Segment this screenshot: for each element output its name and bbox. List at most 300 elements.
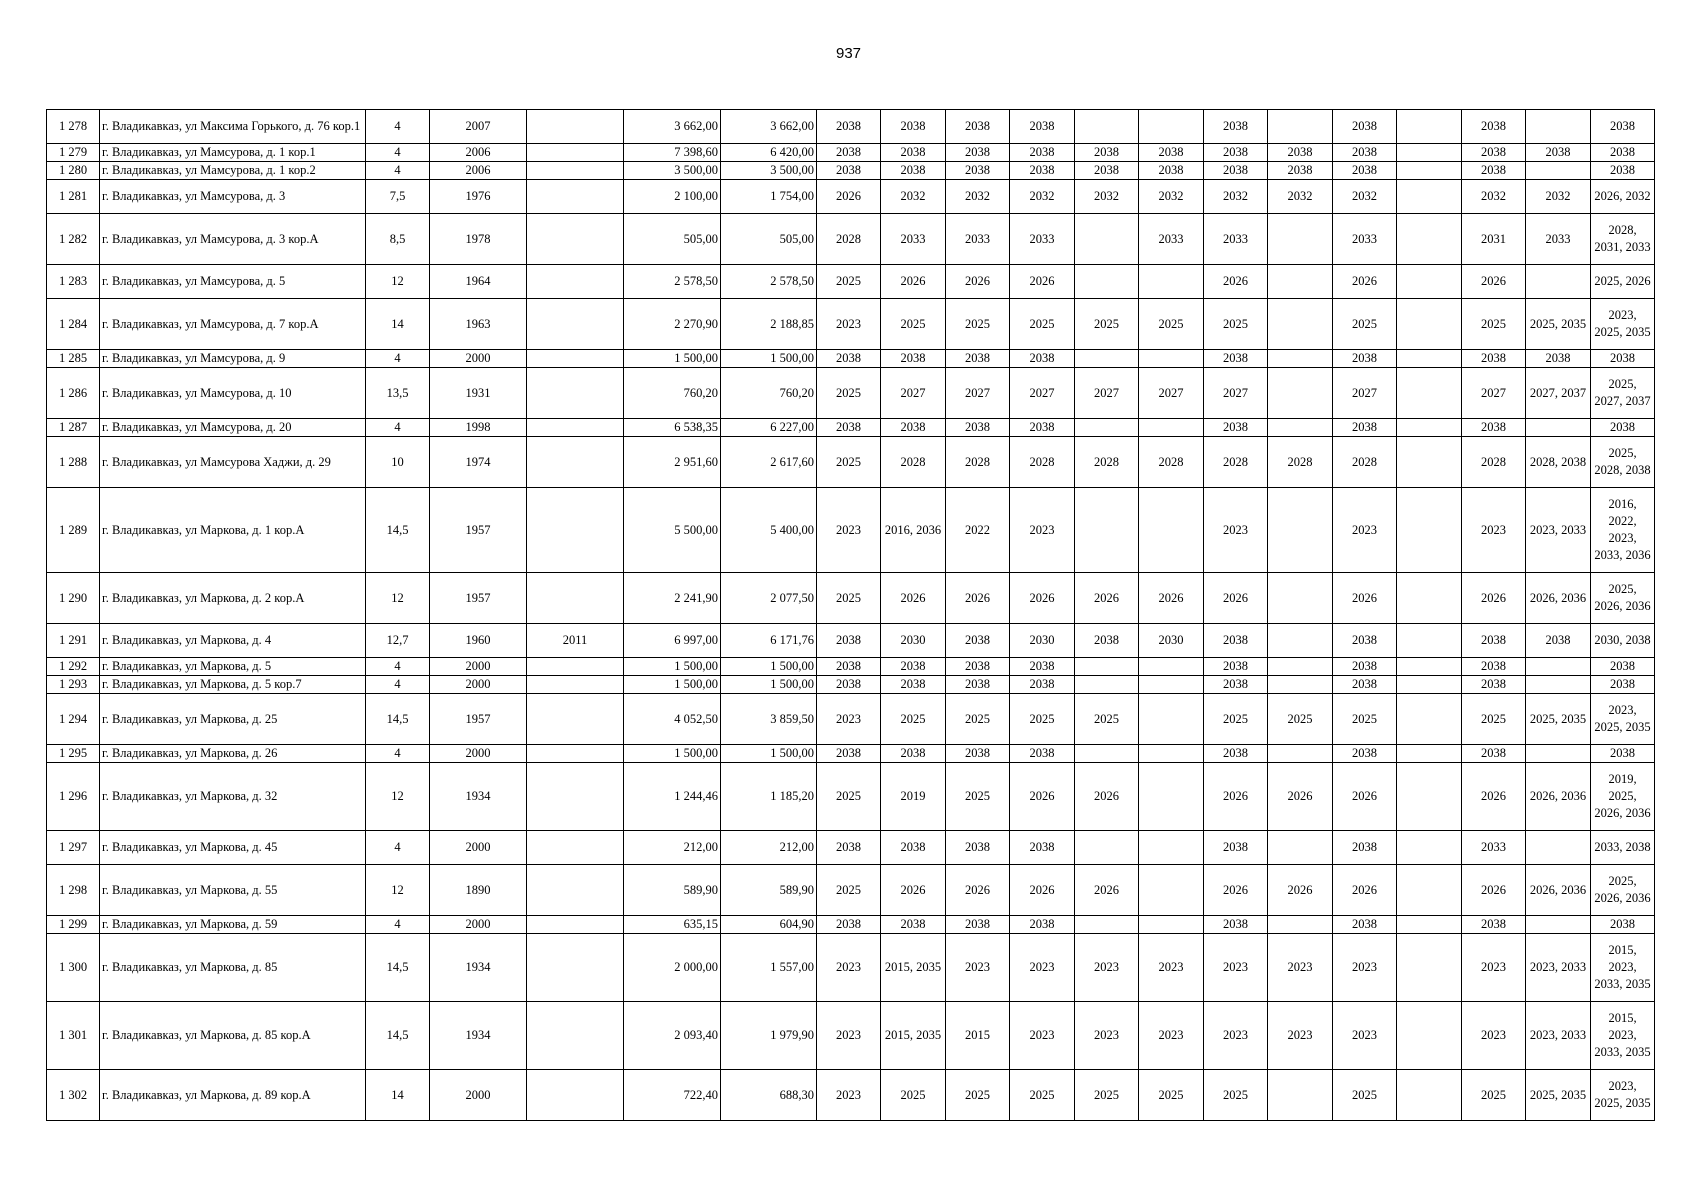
- cell-work-year-13: 2023, 2025, 2035: [1591, 694, 1655, 745]
- cell-work-year-4: 2038: [1010, 110, 1075, 144]
- cell-work-year-4: 2030: [1010, 624, 1075, 658]
- cell-work-year-10: [1397, 180, 1462, 214]
- cell-work-year-12: [1526, 745, 1591, 763]
- cell-work-year-12: 2025, 2035: [1526, 694, 1591, 745]
- cell-work-year-5: [1075, 265, 1139, 299]
- cell-work-year-8: [1268, 624, 1333, 658]
- cell-work-year-9: 2038: [1333, 419, 1397, 437]
- cell-work-year-11: 2038: [1462, 916, 1526, 934]
- cell-living-area: 1 500,00: [721, 350, 817, 368]
- cell-work-year-10: [1397, 573, 1462, 624]
- cell-work-year-13: 2023, 2025, 2035: [1591, 1070, 1655, 1121]
- table-row: [47, 1070, 1655, 1121]
- cell-work-year-12: 2023, 2033: [1526, 488, 1591, 573]
- cell-work-year-9: 2025: [1333, 1070, 1397, 1121]
- cell-year-built: 1934: [430, 934, 527, 1002]
- cell-work-year-7: 2028: [1204, 437, 1268, 488]
- cell-work-year-3: 2025: [946, 299, 1010, 350]
- cell-work-year-11: 2023: [1462, 1002, 1526, 1070]
- cell-work-year-5: [1075, 350, 1139, 368]
- cell-work-year-3: 2025: [946, 694, 1010, 745]
- cell-living-area: 1 500,00: [721, 676, 817, 694]
- cell-work-year-11: 2038: [1462, 162, 1526, 180]
- cell-row-number: 1 299: [47, 916, 100, 934]
- cell-work-year-13: 2016, 2022, 2023, 2033, 2036: [1591, 488, 1655, 573]
- cell-work-year-3: 2038: [946, 676, 1010, 694]
- cell-row-number: 1 285: [47, 350, 100, 368]
- cell-work-year-12: [1526, 916, 1591, 934]
- cell-year-reconstruction: [527, 162, 624, 180]
- cell-year-reconstruction: [527, 1070, 624, 1121]
- cell-work-year-3: 2022: [946, 488, 1010, 573]
- table-row: [47, 265, 1655, 299]
- cell-work-year-11: 2026: [1462, 265, 1526, 299]
- cell-work-year-10: [1397, 437, 1462, 488]
- cell-year-built: 1957: [430, 488, 527, 573]
- cell-address: г. Владикавказ, ул Маркова, д. 26: [100, 745, 366, 763]
- cell-work-year-7: 2023: [1204, 1002, 1268, 1070]
- cell-floors: 4: [366, 144, 430, 162]
- cell-living-area: 6 227,00: [721, 419, 817, 437]
- cell-work-year-5: 2038: [1075, 624, 1139, 658]
- cell-total-area: 2 270,90: [624, 299, 721, 350]
- cell-work-year-3: 2038: [946, 658, 1010, 676]
- cell-work-year-12: 2032: [1526, 180, 1591, 214]
- cell-work-year-10: [1397, 368, 1462, 419]
- cell-work-year-9: 2026: [1333, 865, 1397, 916]
- table-row: [47, 694, 1655, 745]
- cell-work-year-3: 2015: [946, 1002, 1010, 1070]
- cell-work-year-11: 2038: [1462, 350, 1526, 368]
- cell-work-year-2: 2026: [881, 573, 946, 624]
- cell-work-year-5: [1075, 658, 1139, 676]
- cell-year-reconstruction: [527, 658, 624, 676]
- cell-year-reconstruction: [527, 299, 624, 350]
- cell-address: г. Владикавказ, ул Мамсурова, д. 9: [100, 350, 366, 368]
- cell-floors: 4: [366, 916, 430, 934]
- cell-address: г. Владикавказ, ул Маркова, д. 25: [100, 694, 366, 745]
- cell-work-year-1: 2038: [817, 350, 881, 368]
- cell-work-year-10: [1397, 488, 1462, 573]
- cell-year-reconstruction: [527, 763, 624, 831]
- cell-work-year-8: [1268, 745, 1333, 763]
- cell-work-year-12: 2026, 2036: [1526, 763, 1591, 831]
- cell-year-reconstruction: 2011: [527, 624, 624, 658]
- cell-year-built: 2000: [430, 745, 527, 763]
- cell-work-year-2: 2025: [881, 694, 946, 745]
- cell-year-built: 1978: [430, 214, 527, 265]
- cell-work-year-9: 2038: [1333, 676, 1397, 694]
- cell-floors: 8,5: [366, 214, 430, 265]
- cell-living-area: 3 662,00: [721, 110, 817, 144]
- cell-work-year-12: 2038: [1526, 144, 1591, 162]
- cell-year-reconstruction: [527, 368, 624, 419]
- cell-work-year-12: [1526, 162, 1591, 180]
- cell-address: г. Владикавказ, ул Мамсурова, д. 20: [100, 419, 366, 437]
- cell-floors: 12: [366, 573, 430, 624]
- cell-work-year-10: [1397, 763, 1462, 831]
- cell-work-year-6: 2038: [1139, 162, 1204, 180]
- cell-work-year-4: 2023: [1010, 1002, 1075, 1070]
- table-row: [47, 658, 1655, 676]
- cell-row-number: 1 280: [47, 162, 100, 180]
- cell-work-year-7: 2038: [1204, 745, 1268, 763]
- cell-year-built: 1976: [430, 180, 527, 214]
- cell-floors: 12: [366, 763, 430, 831]
- cell-work-year-6: [1139, 694, 1204, 745]
- cell-work-year-4: 2038: [1010, 916, 1075, 934]
- cell-year-reconstruction: [527, 865, 624, 916]
- cell-year-built: 2000: [430, 350, 527, 368]
- cell-total-area: 6 997,00: [624, 624, 721, 658]
- cell-work-year-5: 2023: [1075, 1002, 1139, 1070]
- cell-row-number: 1 300: [47, 934, 100, 1002]
- cell-work-year-6: 2026: [1139, 573, 1204, 624]
- cell-work-year-4: 2038: [1010, 144, 1075, 162]
- cell-work-year-8: 2038: [1268, 144, 1333, 162]
- cell-work-year-11: 2031: [1462, 214, 1526, 265]
- cell-work-year-13: 2038: [1591, 162, 1655, 180]
- cell-work-year-9: 2038: [1333, 110, 1397, 144]
- cell-work-year-4: 2038: [1010, 162, 1075, 180]
- cell-work-year-5: [1075, 419, 1139, 437]
- cell-work-year-3: 2026: [946, 265, 1010, 299]
- cell-total-area: 2 241,90: [624, 573, 721, 624]
- cell-year-reconstruction: [527, 488, 624, 573]
- cell-floors: 4: [366, 110, 430, 144]
- cell-work-year-6: 2038: [1139, 144, 1204, 162]
- cell-work-year-5: 2032: [1075, 180, 1139, 214]
- cell-work-year-4: 2038: [1010, 676, 1075, 694]
- cell-work-year-1: 2038: [817, 658, 881, 676]
- cell-work-year-6: [1139, 350, 1204, 368]
- cell-work-year-5: 2027: [1075, 368, 1139, 419]
- cell-work-year-6: 2027: [1139, 368, 1204, 419]
- cell-work-year-13: 2025, 2028, 2038: [1591, 437, 1655, 488]
- cell-living-area: 212,00: [721, 831, 817, 865]
- cell-work-year-4: 2038: [1010, 419, 1075, 437]
- cell-work-year-7: 2038: [1204, 419, 1268, 437]
- cell-living-area: 1 979,90: [721, 1002, 817, 1070]
- cell-work-year-4: 2038: [1010, 658, 1075, 676]
- cell-living-area: 688,30: [721, 1070, 817, 1121]
- cell-work-year-13: 2038: [1591, 745, 1655, 763]
- cell-work-year-5: 2025: [1075, 694, 1139, 745]
- cell-work-year-4: 2025: [1010, 1070, 1075, 1121]
- cell-work-year-1: 2025: [817, 865, 881, 916]
- cell-work-year-7: 2032: [1204, 180, 1268, 214]
- cell-address: г. Владикавказ, ул Маркова, д. 5: [100, 658, 366, 676]
- table-row: [47, 214, 1655, 265]
- cell-row-number: 1 291: [47, 624, 100, 658]
- cell-address: г. Владикавказ, ул Маркова, д. 2 кор.А: [100, 573, 366, 624]
- cell-year-reconstruction: [527, 1002, 624, 1070]
- cell-work-year-9: 2026: [1333, 763, 1397, 831]
- cell-work-year-8: [1268, 916, 1333, 934]
- cell-work-year-2: 2026: [881, 865, 946, 916]
- cell-work-year-12: [1526, 419, 1591, 437]
- table-row: [47, 831, 1655, 865]
- cell-work-year-4: 2033: [1010, 214, 1075, 265]
- cell-work-year-4: 2026: [1010, 865, 1075, 916]
- cell-row-number: 1 283: [47, 265, 100, 299]
- cell-work-year-1: 2025: [817, 573, 881, 624]
- cell-work-year-5: [1075, 916, 1139, 934]
- cell-living-area: 760,20: [721, 368, 817, 419]
- cell-work-year-11: 2038: [1462, 144, 1526, 162]
- cell-work-year-13: 2028, 2031, 2033: [1591, 214, 1655, 265]
- cell-floors: 4: [366, 162, 430, 180]
- cell-work-year-9: 2023: [1333, 488, 1397, 573]
- cell-year-built: 2006: [430, 144, 527, 162]
- cell-year-built: 1931: [430, 368, 527, 419]
- cell-work-year-9: 2032: [1333, 180, 1397, 214]
- cell-work-year-10: [1397, 934, 1462, 1002]
- cell-floors: 14,5: [366, 694, 430, 745]
- cell-work-year-7: 2025: [1204, 299, 1268, 350]
- cell-year-reconstruction: [527, 144, 624, 162]
- cell-year-reconstruction: [527, 676, 624, 694]
- cell-work-year-7: 2038: [1204, 162, 1268, 180]
- table-row: [47, 916, 1655, 934]
- cell-work-year-13: 2025, 2027, 2037: [1591, 368, 1655, 419]
- cell-floors: 12: [366, 865, 430, 916]
- cell-year-reconstruction: [527, 350, 624, 368]
- cell-year-built: 1890: [430, 865, 527, 916]
- cell-work-year-12: 2023, 2033: [1526, 1002, 1591, 1070]
- table-row: [47, 676, 1655, 694]
- cell-total-area: 2 951,60: [624, 437, 721, 488]
- table-row: [47, 437, 1655, 488]
- cell-work-year-8: [1268, 214, 1333, 265]
- cell-work-year-11: 2028: [1462, 437, 1526, 488]
- cell-work-year-12: [1526, 658, 1591, 676]
- cell-work-year-2: 2038: [881, 144, 946, 162]
- cell-work-year-7: 2026: [1204, 763, 1268, 831]
- cell-work-year-9: 2026: [1333, 573, 1397, 624]
- cell-floors: 14: [366, 1070, 430, 1121]
- cell-work-year-13: 2025, 2026, 2036: [1591, 573, 1655, 624]
- table-row: [47, 368, 1655, 419]
- cell-total-area: 5 500,00: [624, 488, 721, 573]
- cell-living-area: 1 500,00: [721, 658, 817, 676]
- cell-work-year-1: 2038: [817, 419, 881, 437]
- cell-work-year-3: 2025: [946, 1070, 1010, 1121]
- table-row: [47, 144, 1655, 162]
- housing-registry-table: [46, 109, 1655, 1121]
- cell-work-year-4: 2026: [1010, 573, 1075, 624]
- cell-address: г. Владикавказ, ул Маркова, д. 85: [100, 934, 366, 1002]
- cell-year-built: 2000: [430, 1070, 527, 1121]
- cell-work-year-6: [1139, 419, 1204, 437]
- cell-row-number: 1 301: [47, 1002, 100, 1070]
- cell-work-year-10: [1397, 350, 1462, 368]
- cell-address: г. Владикавказ, ул Мамсурова, д. 3 кор.А: [100, 214, 366, 265]
- cell-living-area: 589,90: [721, 865, 817, 916]
- cell-work-year-2: 2038: [881, 658, 946, 676]
- cell-work-year-5: [1075, 676, 1139, 694]
- cell-work-year-9: 2038: [1333, 624, 1397, 658]
- cell-work-year-10: [1397, 110, 1462, 144]
- cell-work-year-8: 2028: [1268, 437, 1333, 488]
- cell-year-built: 1934: [430, 1002, 527, 1070]
- cell-work-year-5: 2023: [1075, 934, 1139, 1002]
- cell-work-year-5: 2026: [1075, 573, 1139, 624]
- cell-work-year-13: 2038: [1591, 350, 1655, 368]
- cell-work-year-3: 2038: [946, 831, 1010, 865]
- cell-floors: 4: [366, 745, 430, 763]
- cell-work-year-1: 2025: [817, 437, 881, 488]
- cell-work-year-3: 2038: [946, 350, 1010, 368]
- cell-year-built: 2006: [430, 162, 527, 180]
- cell-work-year-9: 2038: [1333, 162, 1397, 180]
- cell-living-area: 505,00: [721, 214, 817, 265]
- cell-work-year-1: 2023: [817, 1002, 881, 1070]
- table-row: [47, 110, 1655, 144]
- cell-work-year-7: 2038: [1204, 916, 1268, 934]
- cell-work-year-9: 2038: [1333, 144, 1397, 162]
- cell-work-year-1: 2028: [817, 214, 881, 265]
- cell-work-year-7: 2023: [1204, 934, 1268, 1002]
- cell-row-number: 1 290: [47, 573, 100, 624]
- cell-work-year-9: 2038: [1333, 831, 1397, 865]
- table-row: [47, 488, 1655, 573]
- cell-work-year-6: [1139, 488, 1204, 573]
- cell-year-reconstruction: [527, 694, 624, 745]
- table-row: [47, 180, 1655, 214]
- cell-work-year-8: [1268, 110, 1333, 144]
- table-row: [47, 162, 1655, 180]
- cell-work-year-11: 2026: [1462, 573, 1526, 624]
- cell-address: г. Владикавказ, ул Маркова, д. 85 кор.А: [100, 1002, 366, 1070]
- cell-work-year-13: 2038: [1591, 658, 1655, 676]
- table-row: [47, 299, 1655, 350]
- cell-work-year-11: 2038: [1462, 658, 1526, 676]
- cell-row-number: 1 281: [47, 180, 100, 214]
- cell-work-year-10: [1397, 265, 1462, 299]
- cell-year-reconstruction: [527, 745, 624, 763]
- cell-work-year-2: 2038: [881, 676, 946, 694]
- cell-work-year-13: 2033, 2038: [1591, 831, 1655, 865]
- cell-work-year-2: 2016, 2036: [881, 488, 946, 573]
- cell-address: г. Владикавказ, ул Максима Горького, д. 76 кор.1: [100, 110, 366, 144]
- cell-work-year-4: 2028: [1010, 437, 1075, 488]
- cell-work-year-4: 2025: [1010, 694, 1075, 745]
- cell-work-year-4: 2038: [1010, 745, 1075, 763]
- cell-work-year-6: 2023: [1139, 1002, 1204, 1070]
- cell-work-year-12: 2026, 2036: [1526, 865, 1591, 916]
- cell-work-year-5: 2025: [1075, 1070, 1139, 1121]
- cell-work-year-5: [1075, 831, 1139, 865]
- cell-year-reconstruction: [527, 437, 624, 488]
- cell-work-year-11: 2023: [1462, 934, 1526, 1002]
- cell-work-year-7: 2038: [1204, 350, 1268, 368]
- cell-work-year-3: 2038: [946, 745, 1010, 763]
- cell-row-number: 1 284: [47, 299, 100, 350]
- cell-work-year-11: 2038: [1462, 676, 1526, 694]
- cell-total-area: 760,20: [624, 368, 721, 419]
- cell-work-year-9: 2023: [1333, 934, 1397, 1002]
- cell-work-year-4: 2032: [1010, 180, 1075, 214]
- cell-work-year-3: 2023: [946, 934, 1010, 1002]
- cell-row-number: 1 293: [47, 676, 100, 694]
- cell-work-year-11: 2025: [1462, 694, 1526, 745]
- cell-living-area: 1 185,20: [721, 763, 817, 831]
- cell-row-number: 1 286: [47, 368, 100, 419]
- cell-work-year-2: 2027: [881, 368, 946, 419]
- cell-total-area: 1 500,00: [624, 350, 721, 368]
- cell-total-area: 3 662,00: [624, 110, 721, 144]
- cell-work-year-13: 2038: [1591, 676, 1655, 694]
- cell-work-year-3: 2038: [946, 419, 1010, 437]
- cell-address: г. Владикавказ, ул Маркова, д. 32: [100, 763, 366, 831]
- cell-work-year-8: [1268, 350, 1333, 368]
- cell-work-year-8: 2026: [1268, 865, 1333, 916]
- cell-work-year-2: 2019: [881, 763, 946, 831]
- cell-work-year-3: 2026: [946, 865, 1010, 916]
- cell-year-reconstruction: [527, 110, 624, 144]
- cell-row-number: 1 282: [47, 214, 100, 265]
- cell-work-year-12: 2025, 2035: [1526, 299, 1591, 350]
- cell-work-year-8: [1268, 1070, 1333, 1121]
- cell-work-year-2: 2038: [881, 831, 946, 865]
- cell-total-area: 1 500,00: [624, 676, 721, 694]
- cell-work-year-7: 2027: [1204, 368, 1268, 419]
- cell-total-area: 2 093,40: [624, 1002, 721, 1070]
- table-row: [47, 350, 1655, 368]
- cell-work-year-12: 2025, 2035: [1526, 1070, 1591, 1121]
- cell-year-built: 1960: [430, 624, 527, 658]
- cell-work-year-6: [1139, 831, 1204, 865]
- cell-year-reconstruction: [527, 916, 624, 934]
- cell-work-year-7: 2038: [1204, 110, 1268, 144]
- cell-work-year-9: 2038: [1333, 350, 1397, 368]
- cell-address: г. Владикавказ, ул Мамсурова, д. 7 кор.А: [100, 299, 366, 350]
- cell-work-year-8: 2023: [1268, 934, 1333, 1002]
- cell-work-year-6: [1139, 658, 1204, 676]
- cell-work-year-2: 2026: [881, 265, 946, 299]
- cell-work-year-1: 2038: [817, 162, 881, 180]
- cell-work-year-7: 2038: [1204, 831, 1268, 865]
- cell-work-year-3: 2038: [946, 916, 1010, 934]
- cell-total-area: 505,00: [624, 214, 721, 265]
- cell-work-year-7: 2033: [1204, 214, 1268, 265]
- cell-work-year-10: [1397, 1070, 1462, 1121]
- cell-address: г. Владикавказ, ул Маркова, д. 5 кор.7: [100, 676, 366, 694]
- cell-total-area: 1 500,00: [624, 658, 721, 676]
- cell-work-year-12: 2026, 2036: [1526, 573, 1591, 624]
- cell-row-number: 1 298: [47, 865, 100, 916]
- cell-address: г. Владикавказ, ул Мамсурова, д. 5: [100, 265, 366, 299]
- cell-work-year-8: [1268, 573, 1333, 624]
- cell-living-area: 2 578,50: [721, 265, 817, 299]
- cell-year-built: 1963: [430, 299, 527, 350]
- table-row: [47, 419, 1655, 437]
- cell-work-year-8: [1268, 488, 1333, 573]
- cell-work-year-2: 2025: [881, 1070, 946, 1121]
- cell-work-year-12: 2038: [1526, 624, 1591, 658]
- cell-work-year-11: 2027: [1462, 368, 1526, 419]
- cell-work-year-8: 2023: [1268, 1002, 1333, 1070]
- cell-work-year-8: [1268, 831, 1333, 865]
- cell-work-year-3: 2033: [946, 214, 1010, 265]
- cell-address: г. Владикавказ, ул Маркова, д. 4: [100, 624, 366, 658]
- cell-total-area: 4 052,50: [624, 694, 721, 745]
- table-row: [47, 1002, 1655, 1070]
- cell-work-year-13: 2026, 2032: [1591, 180, 1655, 214]
- cell-work-year-6: 2033: [1139, 214, 1204, 265]
- cell-work-year-3: 2038: [946, 110, 1010, 144]
